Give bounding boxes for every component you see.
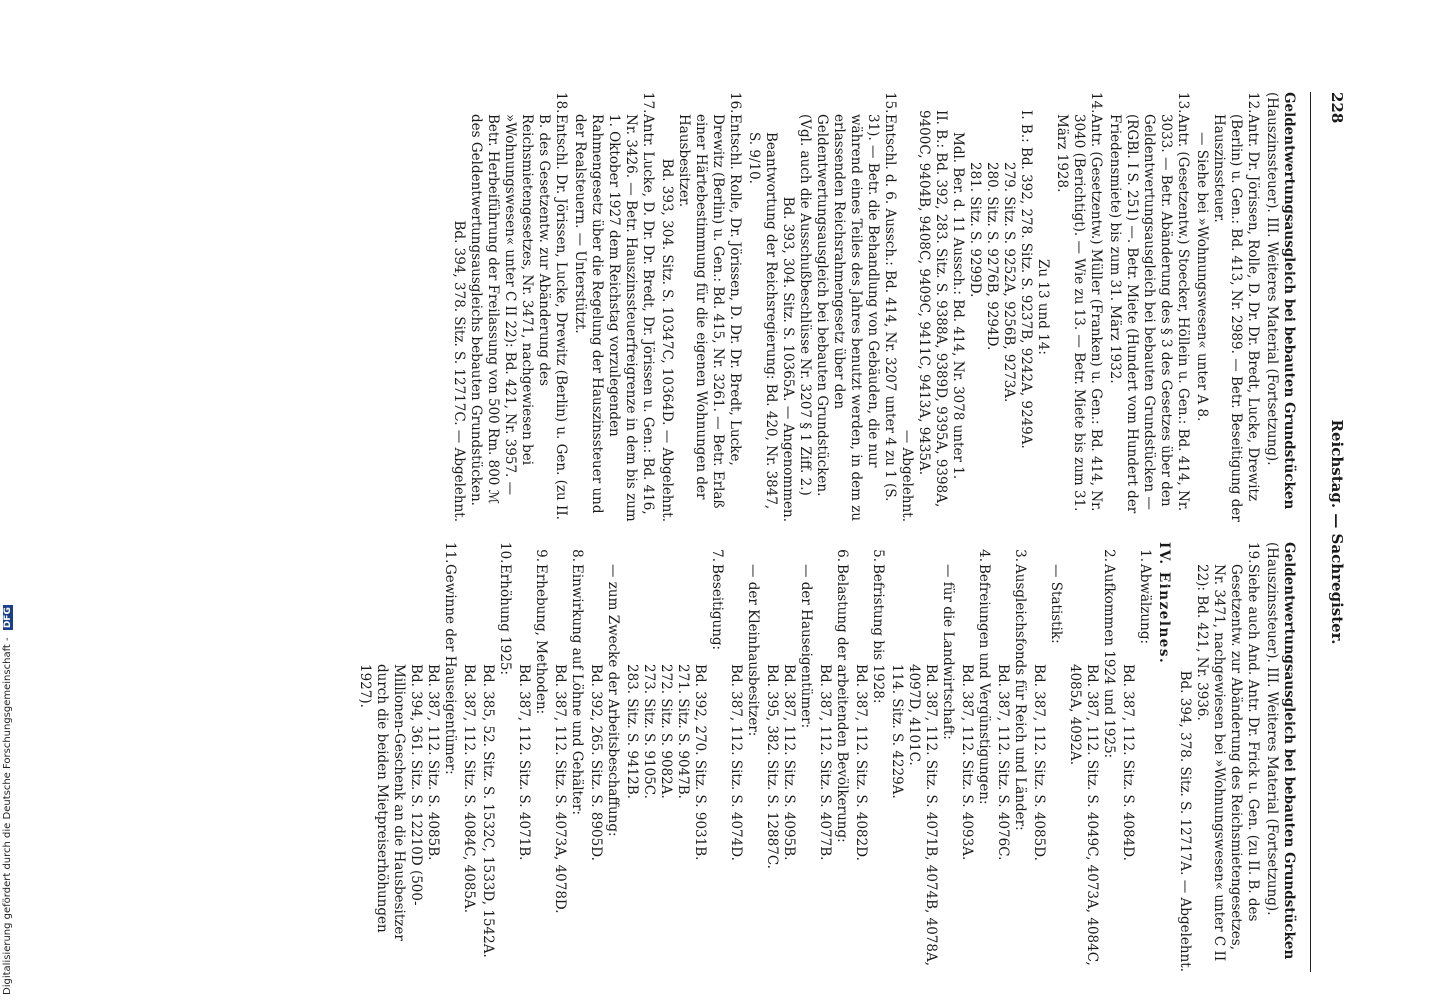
item-reference: Bd. 387, 112. Sitz. S. 4085D. [1031, 664, 1047, 861]
entry-number: 16. [727, 92, 743, 114]
item-label: Belastung der arbeitenden Bevölkerung: [834, 564, 850, 843]
list-item [515, 542, 549, 972]
entry-crossref: — Siehe bei »Wohnungswesen« unter A 8. [1194, 132, 1210, 422]
list-item [623, 542, 725, 972]
entry-17 [571, 92, 656, 522]
item-number: 8. [569, 549, 585, 562]
zu-line: — Abgelehnt. [899, 429, 915, 522]
item-reference: Bd. 385, 52. Sitz. S. 1532C, 1533D, 1542A. [480, 664, 496, 958]
item-number: 9. [533, 549, 549, 562]
left-column [448, 92, 1297, 522]
zu-line: II. B.: Bd. 392, 283. Sitz. S. 9388A, 9389D, 9395A, 9398A, 9400C, 9404B, 9408C, 9409C, 9411C, 9413A, 9435A. [916, 110, 949, 508]
entry-reference: Bd. 393, 304. Sitz. S. 10365A. — Angenommen. [780, 196, 796, 522]
document-page [15, 92, 1345, 972]
zu-line: Mdl. Ber. d. 11 Aussch.: Bd. 414, Nr. 3078 unter 1. [950, 132, 966, 480]
dfg-logo: DFG [3, 607, 13, 629]
entry-text: Antr. Dr. Jörissen, Rolle, D. Dr. Dr. Bredt, Lucke, Drewitz (Berlin) u. Gen.: Bd. 413, Nr. 2989. — Betr. Beseitigung der Hauszinssteuer. [1211, 114, 1261, 522]
item-label: — für die Landwirtschaft: [940, 564, 956, 740]
entry-text: Entschl. Dr. Jörissen, Lucke, Drewitz (Berlin) u. Gen. (zu II. B. des Gesetzentw. zur Abänderung des Reichsmietengesetzes, Nr. 3471, nachgewiesen bei »Wohnungswesen« unter C II 22): Bd. 421, Nr. 3957. — Betr. Herbeiführung der Freilassung von 500 Rm. 800 ℳ des Geldentwertungsausgleichs bebauten Grundstücken. [468, 114, 569, 520]
list-item [1119, 542, 1153, 972]
item-reference: 283. Sitz. S. 9412B. [624, 664, 640, 799]
entry-reference: Bd. 393, 304. Sitz. S. 10347C, 10364D. — Abgelehnt. [659, 158, 675, 522]
entry-number: 19. [1245, 542, 1261, 564]
item-list [356, 542, 1153, 972]
heading-subtitle: (Hauszinssteuer). III. Weiteres Material (Fortsetzung). [1264, 542, 1280, 916]
item-reference: 273. Sitz. S. 9105C. [641, 664, 657, 799]
item-number: 2. [1101, 549, 1117, 562]
entry-number: 13. [1175, 92, 1191, 114]
item-label: Befreiungen und Vergünstigungen: [976, 564, 992, 805]
item-number: 5. [870, 549, 886, 562]
item-reference: Bd. 387, 112. Sitz. S. 4085B. [425, 664, 441, 861]
item-number: 11. [442, 542, 458, 564]
entry-14 [1053, 92, 1104, 522]
entry-number: 12. [1245, 92, 1261, 114]
header-rule [1310, 92, 1311, 972]
item-reference: Bd. 387, 112. Sitz. S. 4071B. [516, 664, 532, 861]
item-label: — zum Zwecke der Arbeitsbeschaffung: [605, 564, 621, 837]
list-item [1066, 542, 1117, 972]
entry-reference: Bd. 394, 378. Sitz. S. 12717A. — Abgelehnt. [1177, 670, 1193, 972]
item-label: Befristung bis 1928: [870, 564, 886, 704]
list-item [994, 542, 1028, 972]
digitization-note [2, 600, 20, 995]
running-head [1321, 92, 1345, 972]
item-reference: Bd. 387, 112. Sitz. S. 4073A, 4078D. [552, 664, 568, 914]
item-label: Erhöhung 1925: [497, 564, 513, 676]
list-item [852, 542, 886, 972]
list-item [763, 542, 814, 972]
left-column-heading [1263, 92, 1297, 522]
item-reference: 271. Sitz. S. 9047B. [675, 664, 691, 799]
zu-line: 281. Sitz. S. 9299D. [967, 162, 983, 298]
digitization-text: Digitalisierung gefördert durch die Deutsche Forschungsgemeinschaft - [2, 637, 13, 995]
item-label: — Statistik: [1048, 564, 1064, 644]
entry-text: Antr. (Gesetzentw.) Müller (Franken) u. Gen.: Bd. 414, Nr. 3040 (Berichtigt). — Wie zu 13. — Betr. Miete bis zum 31. März 1928. [1054, 114, 1104, 512]
item-number: 7. [709, 549, 725, 562]
item-label: Abwälzung: [1137, 564, 1153, 645]
entry-text: Antr. Lucke, D. Dr. Dr. Bredt, Dr. Jörissen u. Gen.: Bd. 416, Nr. 3426. — Betr. Hauszinssteuerfreigrenze in dem bis zum 1. Oktober 1927 dem Reichstag vorzulegenden Rahmengesetz über die Regelung der Hauszinssteuer und der Realsteuern. — Unterstützt. [572, 114, 656, 522]
list-item [587, 542, 621, 972]
list-item [816, 542, 850, 972]
entry-text: Entschl. d. 6. Aussch.: Bd. 414, Nr. 3207 unter 4 zu 1 (S. 31). — Betr. die Behandlung von Gebäuden, die nur während eines Teiles des Jahres benutzt werden, in dem zu erlassenden Reichsrahmengesetz über den Geldentwertungsausgleich bei bebauten Grundstücken. (Vgl. auch die Ausschußbeschlüsse Nr. 3207 § 1 Ziff. 2.) [797, 114, 898, 522]
right-column [354, 542, 1297, 972]
list-item [727, 542, 761, 972]
item-reference: Bd. 387, 112. Sitz. S. 4084D. [1120, 664, 1136, 861]
item-reference: Bd. 395, 382. Sitz. S. 12887C. [764, 664, 780, 869]
item-number: 1. [1137, 549, 1153, 562]
entry-text: Siehe auch And. Antr. Dr. Frick u. Gen. (zu II. B. des Gesetzentw. zur Abänderung des Reichsmietengesetzes, Nr. 3471, nachgewiesen bei »Wohnungswesen« unter C II 22): Bd. 421, Nr. 3936. [1194, 564, 1261, 962]
item-label: — der Kleinhausbesitzer: [745, 564, 761, 737]
entry-number: 14. [1088, 92, 1104, 114]
entry-reference: Bd. 394, 378. Sitz. S. 12717C. — Abgelehnt. [451, 220, 467, 522]
entry-answer: Beantwortung der Reichsregierung: Bd. 420, Nr. 3847, S. 9/10. [746, 132, 779, 510]
heading-text: Geldentwertungsausgleich bei bebauten Grundstücken [1281, 542, 1297, 960]
page-number: 228 [1328, 92, 1346, 124]
item-label: Ausgleichsfonds für Reich und Länder: [1012, 564, 1028, 831]
item-reference: Bd. 387, 112. Sitz. S. 4076C. [995, 664, 1011, 861]
section-heading: IV. Einzelnes. [1156, 542, 1172, 665]
item-label: Erhebung, Methoden: [533, 564, 549, 715]
list-item [551, 542, 585, 972]
zu-heading: Zu 13 und 14: [1035, 259, 1051, 355]
entry-13 [1106, 92, 1191, 522]
entry-number: 18. [553, 92, 569, 114]
entry-19 [1176, 542, 1261, 972]
item-label: Einwirkung auf Löhne und Gehälter: [569, 564, 585, 816]
item-reference: Bd. 392, 270. Sitz. S. 9031B. [692, 664, 708, 861]
heading-subtitle: (Hauszinssteuer). III. Weiteres Material (Fortsetzung). [1264, 92, 1280, 466]
list-item [1030, 542, 1064, 972]
list-item [460, 542, 477, 972]
item-reference: Bd. 387, 112. Sitz. S. 4077B. [817, 664, 833, 861]
entry-text: Antr. (Gesetzentw.) Stoecker, Höllein u. Gen.: Bd. 414, Nr. 3033. — Betr. Abänderung des § 3 des Gesetzes über den Geldentwertungsausgleich bei bebauten Grundstücken — (RGBl. I S. 251) —. Betr. Miete (Hundert vom Hundert der Friedensmiete) bis zum 31. März 1932. [1107, 114, 1191, 514]
entry-text: Entschl. Rolle, Dr. Jörissen, D. Dr. Dr. Bredt, Lucke, Drewitz (Berlin) u. Gen.: Bd. 415, Nr. 3261. — Betr. Erlaß einer Härtebestimmung für die eigenen Wohnungen der Hausbesitzer. [676, 114, 743, 509]
item-reference: Bd. 387, 112. Sitz. S. 4095B. [781, 664, 797, 861]
item-reference: Bd. 387, 112. Sitz. S. 4093A. [959, 664, 975, 861]
entry-15 [745, 92, 898, 522]
item-reference: Bd. 387, 112. Sitz. S. 4071B, 4074B, 4078A, 4097D, 4101C. [906, 664, 939, 966]
item-reference: 114. Sitz. S. 4229A. [889, 664, 905, 799]
heading-text: Geldentwertungsausgleich bei bebauten Grundstücken [1281, 92, 1297, 510]
item-reference: Bd. 387, 112. Sitz. S. 4082D. [853, 664, 869, 861]
item-reference: Bd. 392, 265. Sitz. S. 8905D. [588, 664, 604, 861]
entry-number: 15. [882, 92, 898, 114]
entry-12 [1193, 92, 1261, 522]
item-label: Beseitigung: [709, 564, 725, 651]
item-number: 6. [834, 549, 850, 562]
list-item [479, 542, 513, 972]
item-reference: Bd. 387, 112. Sitz. S. 4074D. [728, 664, 744, 861]
list-item [356, 542, 458, 972]
item-number: 10. [497, 542, 513, 564]
item-number: 4. [976, 549, 992, 562]
entry-16 [658, 92, 743, 522]
entry-18 [450, 92, 569, 522]
item-reference: Bd. 387, 112. Sitz. S. 4049C, 4073A, 4084C, 4085A, 4092A. [1067, 664, 1100, 966]
item-label: Aufkommen 1924 und 1925: [1101, 564, 1117, 759]
right-column-heading [1263, 542, 1297, 972]
list-item [958, 542, 992, 972]
item-number: 3. [1012, 549, 1028, 562]
list-item [888, 542, 956, 972]
entry-number: 17. [640, 92, 656, 114]
item-reference: Bd. 394, 361. Sitz. S. 12210D (500-Millionen-Geschenk an die Hausbesitzer durch die beiden Mietpreiserhöhungen 1927). [357, 664, 424, 941]
item-reference: 272. Sitz. S. 9082A. [658, 664, 674, 799]
running-title: Reichstag. — Sachregister. [1328, 419, 1346, 645]
zu-line: I. B.: Bd. 392, 278. Sitz. S. 9237B, 9242A, 9249A. [1018, 110, 1034, 449]
item-label: Gewinne der Hauseigentümer: [442, 564, 458, 775]
zu-line: 279. Sitz. S. 9252A, 9256B, 9273A. [1001, 162, 1017, 403]
zu-line: 280. Sitz. S. 9276B, 9294D. [984, 162, 1000, 351]
item-reference: Bd. 387, 112. Sitz. S. 4084C, 4085A. [461, 664, 477, 914]
item-label: — der Hauseigentümer: [798, 564, 814, 729]
